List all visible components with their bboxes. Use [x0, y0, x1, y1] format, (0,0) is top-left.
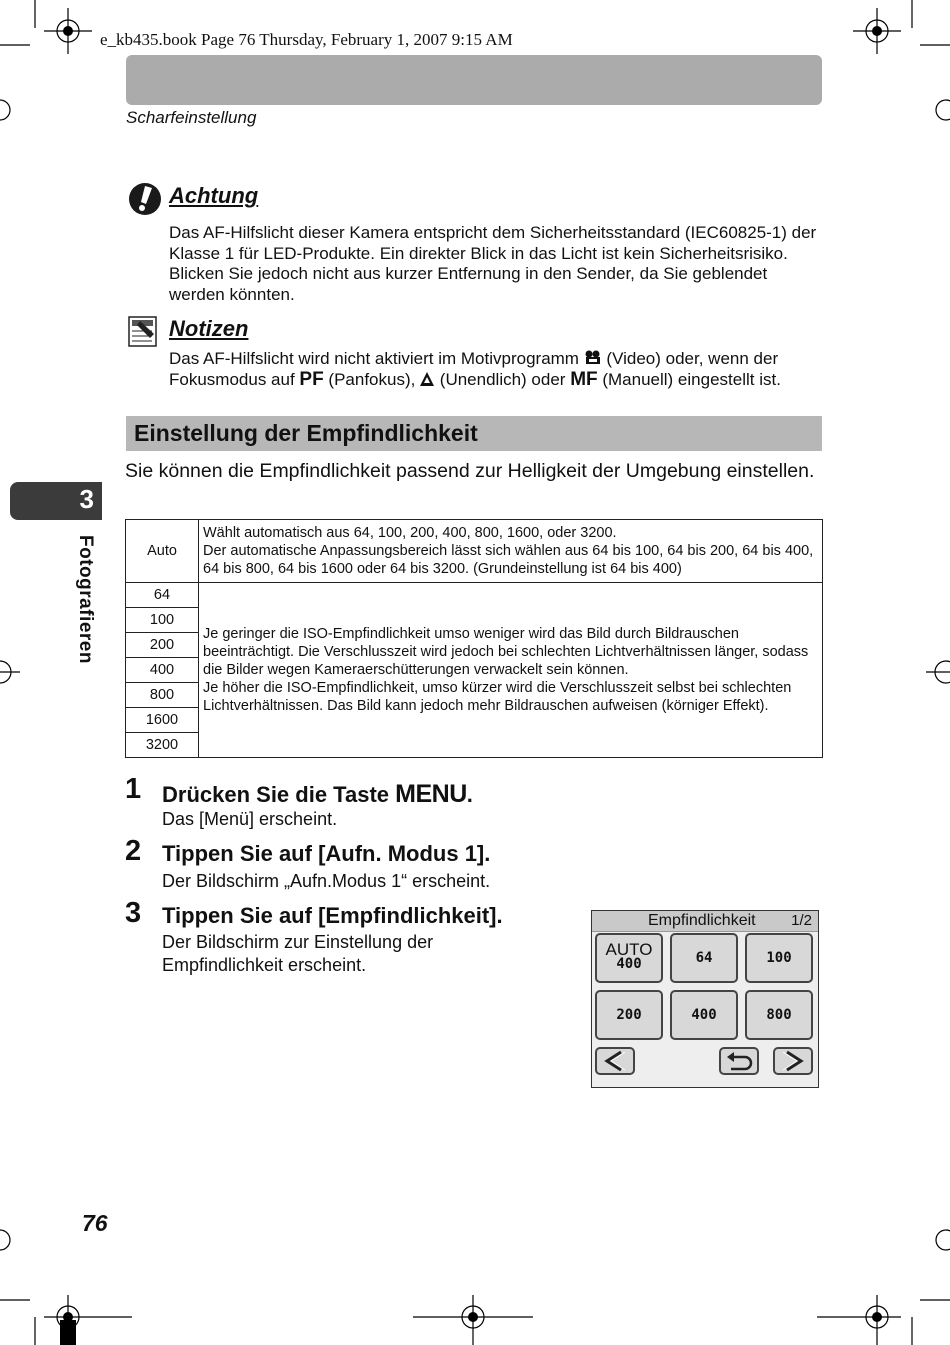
chevron-right-icon [775, 1049, 811, 1073]
table-cell-value: 200 [126, 633, 199, 658]
notes-text: Das AF-Hilfslicht wird nicht aktiviert im Motivprogramm (Video) oder, wenn der Fokusmodus auf PF (Panfokus), (Unendlich) oder MF (Manuell) eingestellt ist. [169, 349, 781, 390]
section-title-band [126, 416, 822, 451]
caution-heading: Achtung [169, 183, 259, 208]
iso-table [125, 519, 823, 758]
step-2-body: Der Bildschirm „Aufn.Modus 1“ erscheint. [162, 871, 491, 891]
table-cell-value: 64 [126, 583, 199, 608]
chevron-left-icon [597, 1049, 633, 1073]
memo-icon [128, 316, 158, 348]
return-button[interactable] [719, 1047, 759, 1075]
section-title: Einstellung der Empfindlichkeit [134, 420, 478, 446]
next-page-button[interactable] [773, 1047, 813, 1075]
table-cell-value: 400 [126, 658, 199, 683]
pf-symbol: PF [299, 368, 324, 390]
caution-text: Das AF-Hilfslicht dieser Kamera entspricht dem Sicherheitsstandard (IEC60825-1) der Klasse 1 für LED-Produkte. Ein direkter Blick in das Licht ist kein Sicherheitsrisiko. Blicken Sie jedoch nicht aus kurzer Entfernung in den Sender, da Sie geblendet werden könnten. [169, 223, 817, 304]
step-3-title: Tippen Sie auf [Empfindlichkeit]. [162, 903, 503, 928]
intro-text: Sie können die Empfindlichkeit passend zur Helligkeit der Umgebung einstellen. [125, 460, 815, 482]
step-3-number: 3 [125, 897, 142, 929]
screen-header [592, 911, 818, 932]
caution-icon [128, 182, 162, 216]
movie-icon [584, 350, 602, 365]
infinity-mountain-icon [420, 372, 435, 386]
chapter-label: Fotografieren [75, 535, 96, 664]
iso-800-button[interactable]: 800 [745, 990, 813, 1040]
prev-page-button[interactable] [595, 1047, 635, 1075]
iso-auto-button[interactable]: AUTO 400 [595, 933, 663, 983]
page-number: 76 [82, 1210, 108, 1236]
step-2-number: 2 [125, 835, 142, 867]
step-2-title: Tippen Sie auf [Aufn. Modus 1]. [162, 841, 491, 866]
table-cell-value: 1600 [126, 708, 199, 733]
step-1-title: Drücken Sie die Taste MENU. [162, 780, 473, 808]
table-cell-value: 100 [126, 608, 199, 633]
screen-page-indicator: 1/2 [791, 912, 812, 929]
iso-100-button[interactable]: 100 [745, 933, 813, 983]
table-cell-auto: Auto [126, 520, 199, 583]
step-3-body-line1: Der Bildschirm zur Einstellung der [162, 932, 434, 952]
iso-64-button[interactable]: 64 [670, 933, 738, 983]
table-cell-value: 3200 [126, 733, 199, 758]
step-1-body: Das [Menü] erscheint. [162, 809, 338, 829]
table-cell-auto-desc: Wählt automatisch aus 64, 100, 200, 400, 800, 1600, oder 3200. Der automatische Anpassungsbereich lässt sich wählen aus 64 bis 100, 64 bis 200, 64 bis 400, 64 bis 800, 64 bis 1600 oder 64 bis 3200. (Grundeinstellung ist 64 bis 400) [199, 520, 823, 583]
step-3-body-line2: Empfindlichkeit erscheint. [162, 955, 367, 975]
chapter-tab [10, 482, 102, 520]
table-row [126, 583, 823, 608]
screen-title: Empfindlichkeit [648, 912, 756, 929]
step-1-number: 1 [125, 773, 142, 805]
print-line: e_kb435.book Page 76 Thursday, February 1, 2007 9:15 AM [100, 30, 513, 49]
iso-400-button[interactable]: 400 [670, 990, 738, 1040]
menu-key-symbol: MENU [395, 780, 467, 808]
table-cell-value: 800 [126, 683, 199, 708]
mf-symbol: MF [570, 368, 598, 390]
header-bar [126, 55, 822, 105]
notes-heading: Notizen [169, 316, 249, 341]
section-header: Scharfeinstellung [126, 108, 257, 127]
chapter-number: 3 [79, 484, 94, 514]
table-row [126, 520, 823, 583]
return-icon [721, 1049, 757, 1073]
iso-200-button[interactable]: 200 [595, 990, 663, 1040]
table-cell-desc: Je geringer die ISO-Empfindlichkeit umso weniger wird das Bild durch Bildrauschen beeinträchtigt. Die Verschlusszeit wird jedoch bei schlechten Lichtverhältnissen länger, sodass die Bilder wegen Kameraerschütterungen verwackelt sein können. Je höher die ISO-Empfindlichkeit, umso kürzer wird die Verschlusszeit selbst bei schlechten Lichtverhältnissen. Das Bild kann jedoch mehr Bildrauschen aufweisen (körniger Effekt). [199, 583, 823, 758]
camera-screen [591, 910, 819, 1088]
